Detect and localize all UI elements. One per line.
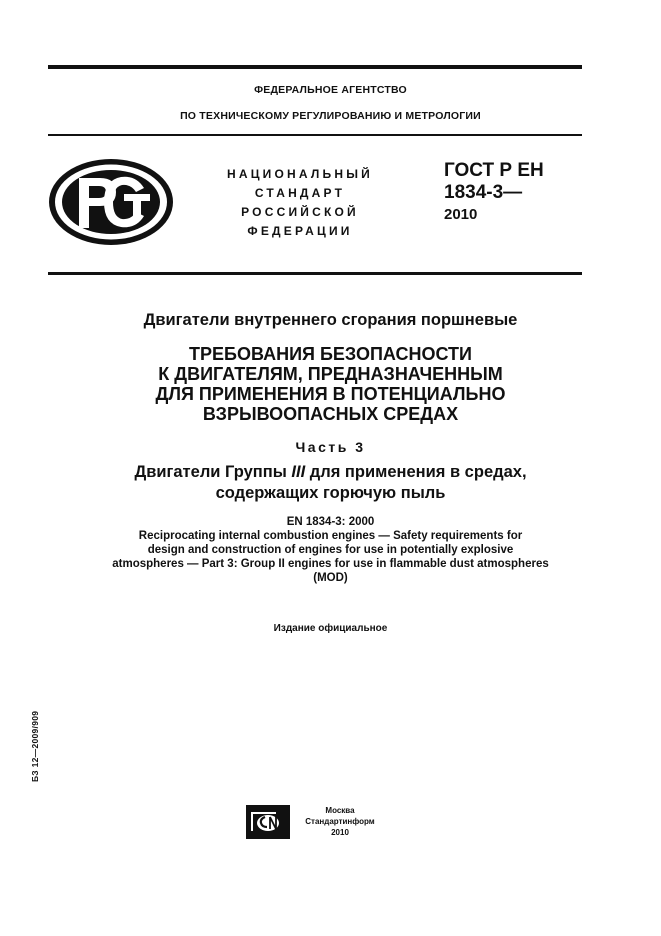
requirements-line-4: ВЗРЫВООПАСНЫХ СРЕДАХ (202, 404, 459, 424)
national-line-2: СТАНДАРТ (254, 186, 346, 200)
en-line-4: (MOD) (313, 572, 348, 584)
designation-line-2: 1834-3— (444, 182, 523, 203)
publisher-block (290, 805, 390, 838)
publisher-city: Москва (325, 806, 355, 815)
en-line-3: atmospheres — Part 3: Group II engines for use in flammable dust atmospheres (112, 558, 549, 570)
subtitle-line-1-post: для применения в средах, (305, 463, 527, 481)
subtitle-line-1 (0, 462, 661, 483)
agency-rule (48, 134, 582, 136)
requirements-line-1: ТРЕБОВАНИЯ БЕЗОПАСНОСТИ (189, 344, 472, 364)
requirements-line-2: К ДВИГАТЕЛЯМ, ПРЕДНАЗНАЧЕННЫМ (158, 364, 503, 384)
subtitle-line-2: содержащих горючую пыль (215, 484, 446, 502)
header-bottom-rule (48, 272, 582, 275)
publisher-year: 2010 (331, 828, 349, 837)
part-subtitle (0, 462, 661, 504)
document-main-title: Двигатели внутреннего сгорания поршневые (143, 311, 518, 329)
requirements-title (0, 344, 661, 424)
standartinform-logo-icon (246, 805, 290, 839)
part-label: Часть 3 (295, 439, 366, 455)
en-standard-ref: EN 1834-3: 2000 (286, 516, 375, 528)
agency-line-2: ПО ТЕХНИЧЕСКОМУ РЕГУЛИРОВАНИЮ И МЕТРОЛОГИИ (180, 110, 481, 122)
english-reference (0, 515, 661, 585)
en-line-1: Reciprocating internal combustion engines — Safety requirements for (138, 530, 523, 542)
agency-line-1: ФЕДЕРАЛЬНОЕ АГЕНТСТВО (254, 84, 407, 96)
designation-line-1: ГОСТ Р ЕН (444, 160, 544, 181)
subtitle-group-numeral: III (291, 463, 306, 481)
publisher-name: Стандартинформ (305, 817, 375, 826)
national-line-1: НАЦИОНАЛЬНЫЙ (226, 167, 374, 181)
rst-certification-logo-icon (48, 158, 174, 246)
edition-label: Издание официальное (273, 623, 388, 634)
national-line-4: ФЕДЕРАЦИИ (247, 224, 353, 238)
en-line-2: design and construction of engines for use in potentially explosive (147, 544, 514, 556)
designation-line-3: 2010 (444, 206, 478, 223)
requirements-line-3: ДЛЯ ПРИМЕНЕНИЯ В ПОТЕНЦИАЛЬНО (155, 384, 506, 404)
national-line-3: РОССИЙСКОЙ (241, 205, 359, 219)
top-rule (48, 65, 582, 69)
subtitle-line-1-pre: Двигатели Группы (134, 463, 292, 481)
side-code: БЗ 12—2009/909 (30, 710, 40, 782)
national-standard-block (205, 165, 395, 241)
standard-designation (444, 160, 594, 226)
